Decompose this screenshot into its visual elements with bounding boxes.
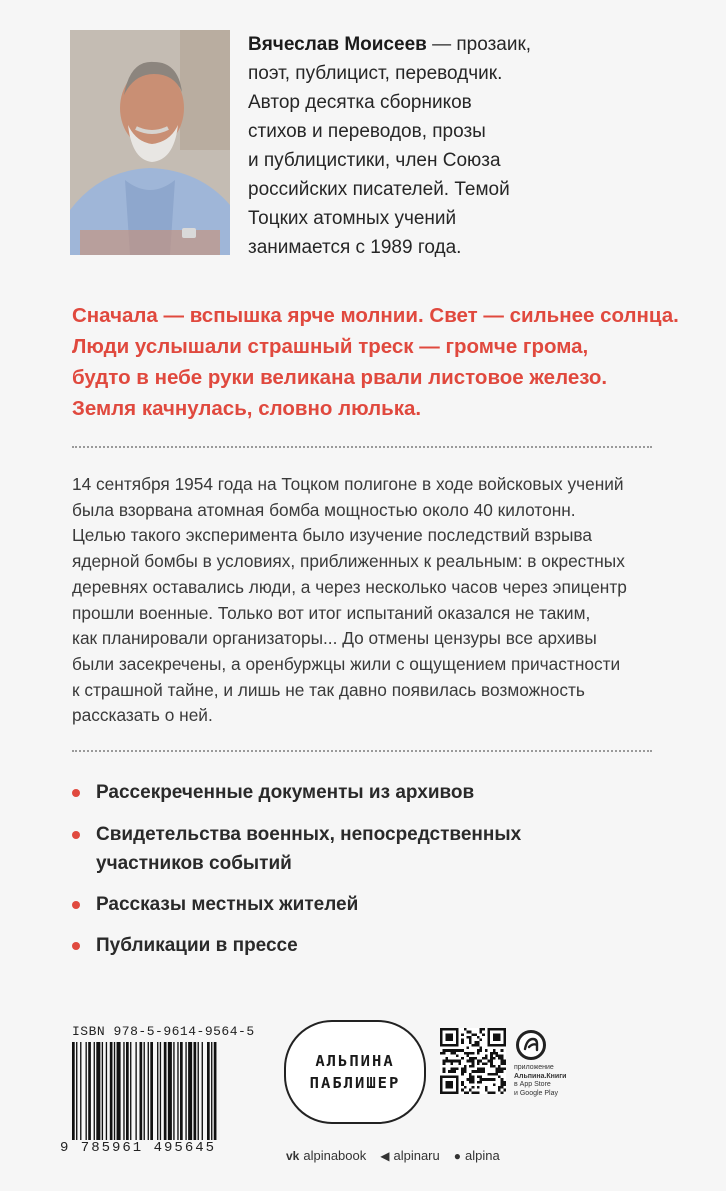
publisher-logo [284, 1020, 426, 1124]
list-item [72, 890, 358, 919]
description-line: деревнях оставались люди, а через несколько часов через эпицентр [72, 576, 627, 597]
bio-line: Автор десятка сборников [248, 92, 472, 113]
barcode [72, 1042, 272, 1140]
quote-line: будто в небе руки великана рвали листовое железо. [72, 366, 608, 389]
social-link-telegram[interactable] [380, 1148, 440, 1163]
quote-line: Люди услышали страшный треск — громче грома, [72, 335, 589, 358]
social-label: alpinabook [303, 1148, 367, 1163]
dotted-divider [72, 750, 652, 752]
epigraph-quote [72, 300, 712, 424]
publisher-logo-line: ПАБЛИШЕР [309, 1074, 401, 1092]
description-line: была взорвана атомная бомба мощностью около 40 килотонн. [72, 499, 576, 520]
description-line: как планировали организаторы... До отмены цензуры все архивы [72, 628, 597, 649]
isbn-label: ISBN 978-5-9614-9564-5 [72, 1024, 255, 1039]
app-note-line: приложение [514, 1064, 554, 1071]
publisher-logo-line: АЛЬПИНА [315, 1052, 395, 1070]
social-label: alpinaru [393, 1148, 440, 1163]
alpina-app-icon [516, 1030, 546, 1060]
list-item-text: Свидетельства военных, непосредственных [96, 824, 522, 845]
description-line: 14 сентября 1954 года на Тоцком полигоне в ходе войсковых учений [72, 474, 624, 494]
author-photo [70, 30, 230, 255]
app-note-line: в App Store [514, 1081, 551, 1088]
bio-line: Тоцких атомных учений [248, 208, 457, 229]
author-name: Вячеслав Моисеев [248, 34, 427, 55]
telegram-icon: ◀ [380, 1148, 390, 1163]
social-label: alpina [465, 1148, 500, 1163]
list-item [72, 820, 521, 878]
bullet-dot-icon [72, 831, 80, 839]
app-note-line: и Google Play [514, 1089, 558, 1097]
bullet-dot-icon [72, 789, 80, 797]
list-item [72, 778, 474, 807]
vk-icon: vk [286, 1148, 300, 1163]
dotted-divider [72, 446, 652, 448]
bullet-dot-icon [72, 901, 80, 909]
qr-code [440, 1028, 506, 1094]
barcode-number: 9 785961 495645 [60, 1140, 217, 1156]
bio-line: российских писателей. Темой [248, 179, 510, 200]
bio-line: — прозаик, [426, 34, 532, 55]
social-links [286, 1148, 500, 1163]
bio-line: занимается с 1989 года. [248, 237, 462, 258]
quote-line: Земля качнулась, словно люлька. [72, 397, 422, 420]
description-line: ядерной бомбы в условиях, приближенных к реальным: в окрестных [72, 551, 625, 572]
description-line: Целью такого эксперимента было изучение последствий взрыва [72, 525, 592, 546]
bullet-dot-icon [72, 942, 80, 950]
description-line: прошли военные. Только вот итог испытаний оказался не таким, [72, 602, 591, 623]
description-line: были засекречены, а оренбуржцы жили с ощущением причастности [72, 653, 621, 674]
list-item-text: Публикации в прессе [96, 935, 298, 956]
app-store-note [514, 1064, 574, 1098]
bio-line: и публицистики, член Союза [248, 150, 501, 171]
app-note-line: Альпина.Книги [514, 1072, 567, 1080]
list-item-text: Рассекреченные документы из архивов [96, 782, 475, 803]
bio-line: поэт, публицист, переводчик. [248, 63, 503, 84]
dot-icon: ● [453, 1148, 461, 1163]
bio-line: стихов и переводов, прозы [248, 121, 486, 142]
list-item-text: участников событий [96, 853, 292, 874]
social-link-vk[interactable] [286, 1148, 366, 1163]
author-bio [248, 30, 688, 262]
description-line: к страшной тайне, и лишь не так давно появилась возможность [72, 679, 585, 700]
description-line: рассказать о ней. [72, 705, 213, 726]
social-link-other[interactable] [454, 1148, 500, 1163]
list-item-text: Рассказы местных жителей [96, 894, 359, 915]
list-item [72, 931, 298, 960]
book-description [72, 472, 712, 729]
quote-line: Сначала — вспышка ярче молнии. Свет — сильнее солнца. [72, 304, 679, 327]
